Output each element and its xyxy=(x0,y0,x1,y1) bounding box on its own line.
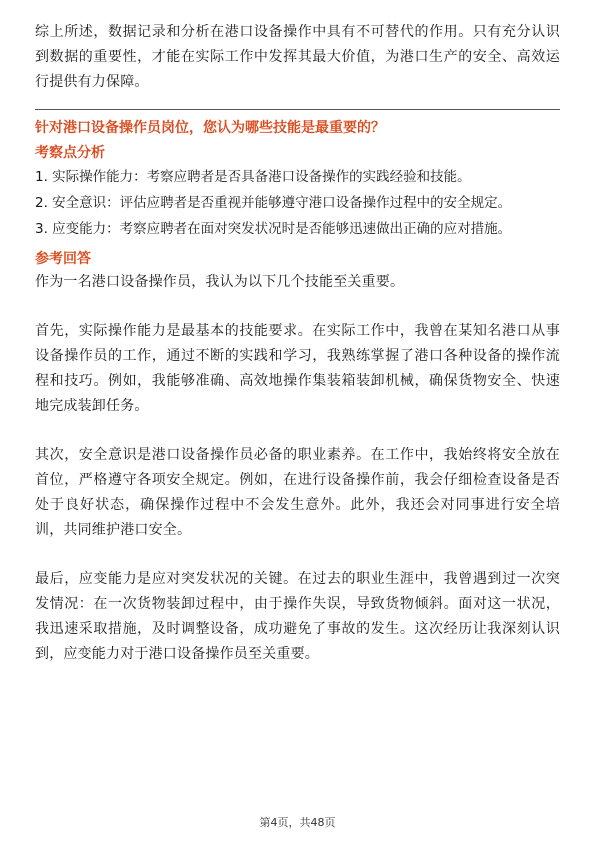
analysis-item: 1. 实际操作能力：考察应聘者是否具备港口设备操作的实践经验和技能。 xyxy=(35,169,471,185)
answer-paragraph: 作为一名港口设备操作员，我认为以下几个技能至关重要。 xyxy=(35,274,405,290)
answer-paragraph: 其次，安全意识是港口设备操作员必备的职业素养。在工作中，我始终将安全放在首位，严格遵守各项安全规定。例如，在进行设备操作前，我会仔细检查设备是否处于良好状态，确保操作过程中不会发生意外。此外，我还会对同事进行安全培训，共同维护港口安全。 xyxy=(35,447,560,538)
answer-paragraph: 最后，应变能力是应对突发状况的关键。在过去的职业生涯中，我曾遇到过一次突发情况：在一次货物装卸过程中，由于操作失误，导致货物倾斜。面对这一状况，我迅速采取措施，及时调整设备，成功避免了事故的发生。这次经历让我深刻认识到，应变能力对于港口设备操作员至关重要。 xyxy=(35,571,560,662)
paragraph-gap xyxy=(35,295,560,319)
analysis-item: 2. 安全意识：评估应聘者是否重视并能够遵守港口设备操作过程中的安全规定。 xyxy=(35,195,512,211)
document-page xyxy=(35,20,560,667)
question-heading: 针对港口设备操作员岗位，您认为哪些技能是最重要的？ xyxy=(35,120,385,136)
section-divider xyxy=(35,109,560,110)
answer-paragraph: 首先，实际操作能力是最基本的技能要求。在实际工作中，我曾在某知名港口从事设备操作员的工作，通过不断的实践和学习，我熟练掌握了港口各种设备的操作流程和技巧。例如，我能够准确、高效地操作集装箱装卸机械，确保货物安全、快速地完成装卸任务。 xyxy=(35,323,560,414)
analysis-item: 3. 应变能力：考察应聘者在面对突发状况时是否能够迅速做出正确的应对措施。 xyxy=(35,221,512,237)
analysis-heading: 考察点分析 xyxy=(35,145,105,161)
intro-paragraph: 综上所述，数据记录和分析在港口设备操作中具有不可替代的作用。只有充分认识到数据的重要性，才能在实际工作中发挥其最大价值，为港口生产的安全、高效运行提供有力保障。 xyxy=(35,24,560,90)
paragraph-gap xyxy=(35,543,560,567)
answer-heading: 参考回答 xyxy=(35,251,91,267)
page-footer: 第4页，共48页 xyxy=(259,816,336,829)
paragraph-gap xyxy=(35,419,560,443)
